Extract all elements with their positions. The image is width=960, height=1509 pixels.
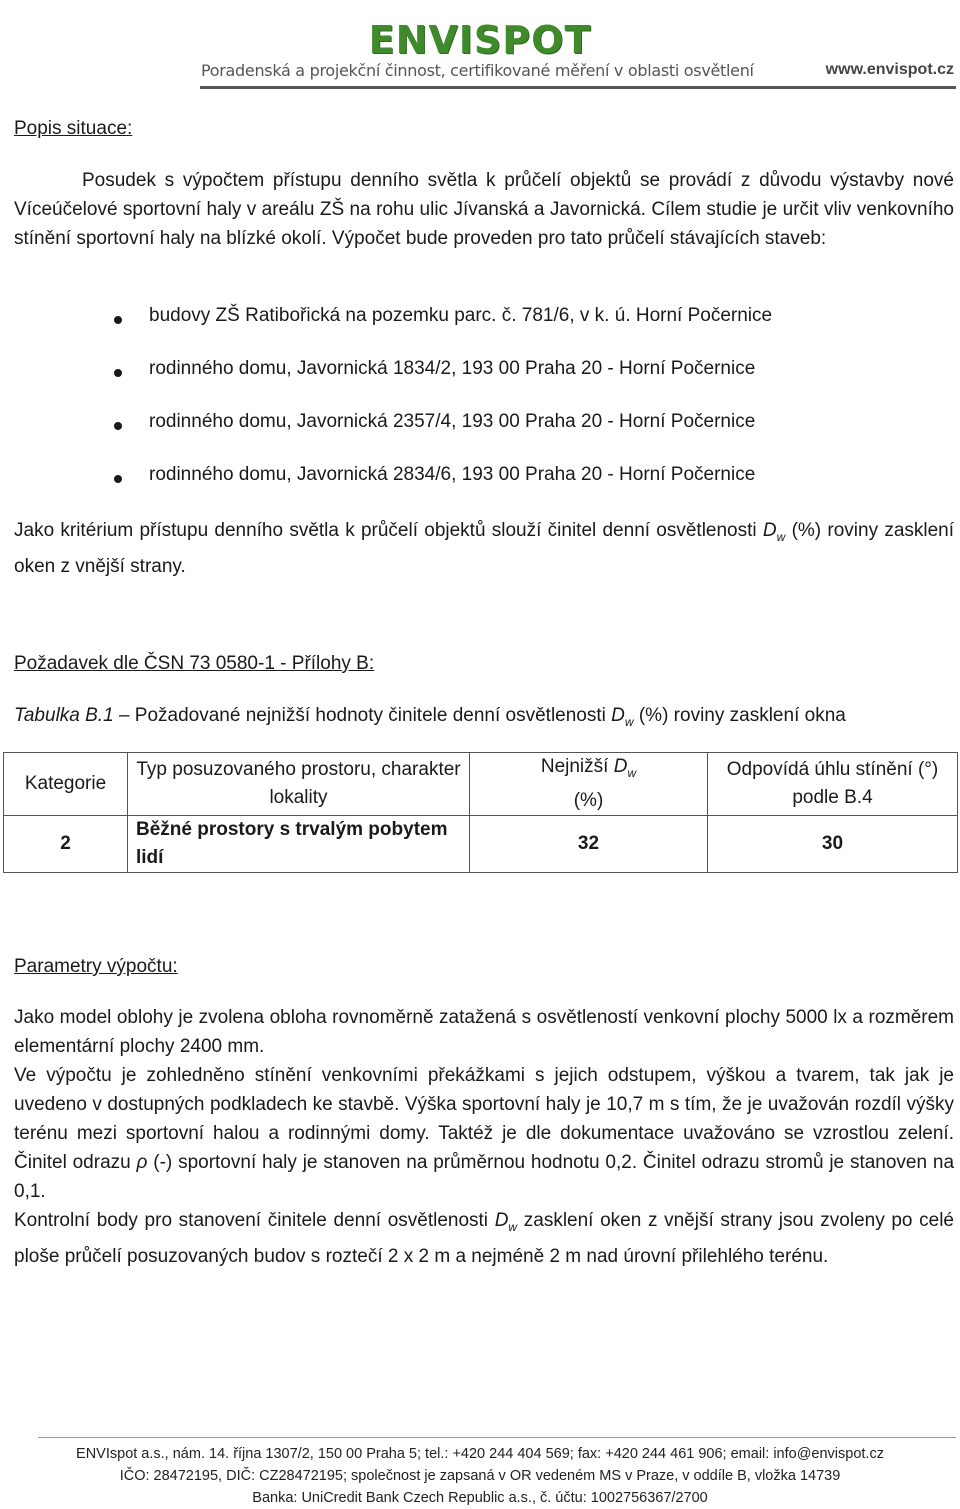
table-row	[4, 815, 958, 872]
company-tagline: Poradenská a projekční činnost, certifikované měření v oblasti osvětlení	[201, 61, 754, 80]
parameter-shading: Ve výpočtu je zohledněno stínění venkovními překážkami s jejich odstupem, výškou a tvarem, tak jak je uvedeno v dostupných podkladech ke stavbě. Výška sportovní haly je 10,7 m s tím, že je uvažován rozdíl výšky terénu mezi sportovní halou a rodinnými domy. Taktéž je dle dokumentace uvažováno se vzrostlou zelení. Činitel odrazu ρ (-) sportovní haly je stanoven na průměrnou hodnotu 0,2. Činitel odrazu stromů je stanoven na 0,1.	[14, 1065, 955, 1202]
building-item: rodinného domu, Javornická 2357/4, 193 00 Praha 20 - Horní Počernice	[149, 411, 756, 432]
cell-category: 2	[4, 815, 128, 872]
parameters-body	[14, 1003, 954, 1271]
header-type: Typ posuzovaného prostoru, charakter lokality	[128, 753, 470, 816]
building-item: rodinného domu, Javornická 1834/2, 193 00 Praha 20 - Horní Počernice	[149, 358, 756, 379]
header-divider	[200, 86, 956, 89]
bullet-icon	[114, 369, 122, 377]
building-item: rodinného domu, Javornická 2834/6, 193 00 Praha 20 - Horní Počernice	[149, 464, 756, 485]
company-logo	[0, 18, 960, 62]
building-item: budovy ZŠ Ratibořická na pozemku parc. č. 781/6, v k. ú. Horní Počernice	[149, 305, 773, 326]
cell-type: Běžné prostory s trvalým pobytem lidí	[128, 815, 470, 872]
header-category: Kategorie	[4, 753, 128, 816]
footer-contact: ENVIspot a.s., nám. 14. října 1307/2, 150 00 Praha 5; tel.: +420 244 404 569; fax: +420 244 461 906; email: info@envispot.cz	[76, 1446, 884, 1462]
footer-divider	[38, 1437, 956, 1438]
situation-intro: Posudek s výpočtem přístupu denního světla k průčelí objektů se provádí z důvodu výstavby nové Víceúčelové sportovní haly v areálu ZŠ na rohu ulic Jívanská a Javornická. Cílem studie je určit vliv venkovního stínění sportovní haly na blízké okolí. Výpočet bude proveden pro tato průčelí stávajících staveb:	[14, 170, 954, 249]
table-caption: Tabulka B.1 – Požadované nejnižší hodnoty činitele denní osvětlenosti $D_w$ (%) roviny zasklení okna	[14, 705, 846, 729]
footer-bank: Banka: UniCredit Bank Czech Republic a.s., č. účtu: 1002756367/2700	[252, 1490, 708, 1506]
requirement-heading: Požadavek dle ČSN 73 0580-1 - Přílohy B:	[14, 653, 375, 674]
footer	[0, 1443, 960, 1509]
header-angle: Odpovídá úhlu stínění (°) podle B.4	[708, 753, 958, 816]
parameter-sky-model: Jako model oblohy je zvolena obloha rovnoměrně zatažená s osvětleností venkovní plochy 5000 lx a rozměrem elementární plochy 2400 mm.	[14, 1007, 954, 1057]
situation-heading: Popis situace:	[14, 118, 133, 139]
requirements-table	[3, 752, 958, 873]
cell-angle: 30	[708, 815, 958, 872]
header-min-dw: Nejnižší $D_w$ (%)	[470, 753, 708, 816]
parameters-heading: Parametry výpočtu:	[14, 956, 178, 977]
bullet-icon	[114, 316, 122, 324]
website-link[interactable]: www.envispot.cz	[825, 61, 954, 78]
bullet-icon	[114, 422, 122, 430]
parameter-control-points: Kontrolní body pro stanovení činitele denní osvětlenosti $D_w$ zasklení oken z vnější strany jsou zvoleny po celé ploše průčelí posuzovaných budov s roztečí 2 x 2 m a nejméně 2 m nad úrovní přilehlého terénu.	[14, 1210, 954, 1267]
bullet-icon	[114, 475, 122, 483]
cell-min-dw: 32	[470, 815, 708, 872]
table-header-row	[4, 753, 958, 816]
logo-text: ENVISPOT	[368, 18, 592, 62]
footer-registration: IČO: 28472195, DIČ: CZ28472195; společnost je zapsaná v OR vedeném MS v Praze, v oddíle B, vložka 14739	[119, 1468, 841, 1484]
criterion-paragraph: Jako kritérium přístupu denního světla k průčelí objektů slouží činitel denní osvětlenosti $D_w$ (%) roviny zasklení oken z vnější strany.	[14, 520, 955, 577]
